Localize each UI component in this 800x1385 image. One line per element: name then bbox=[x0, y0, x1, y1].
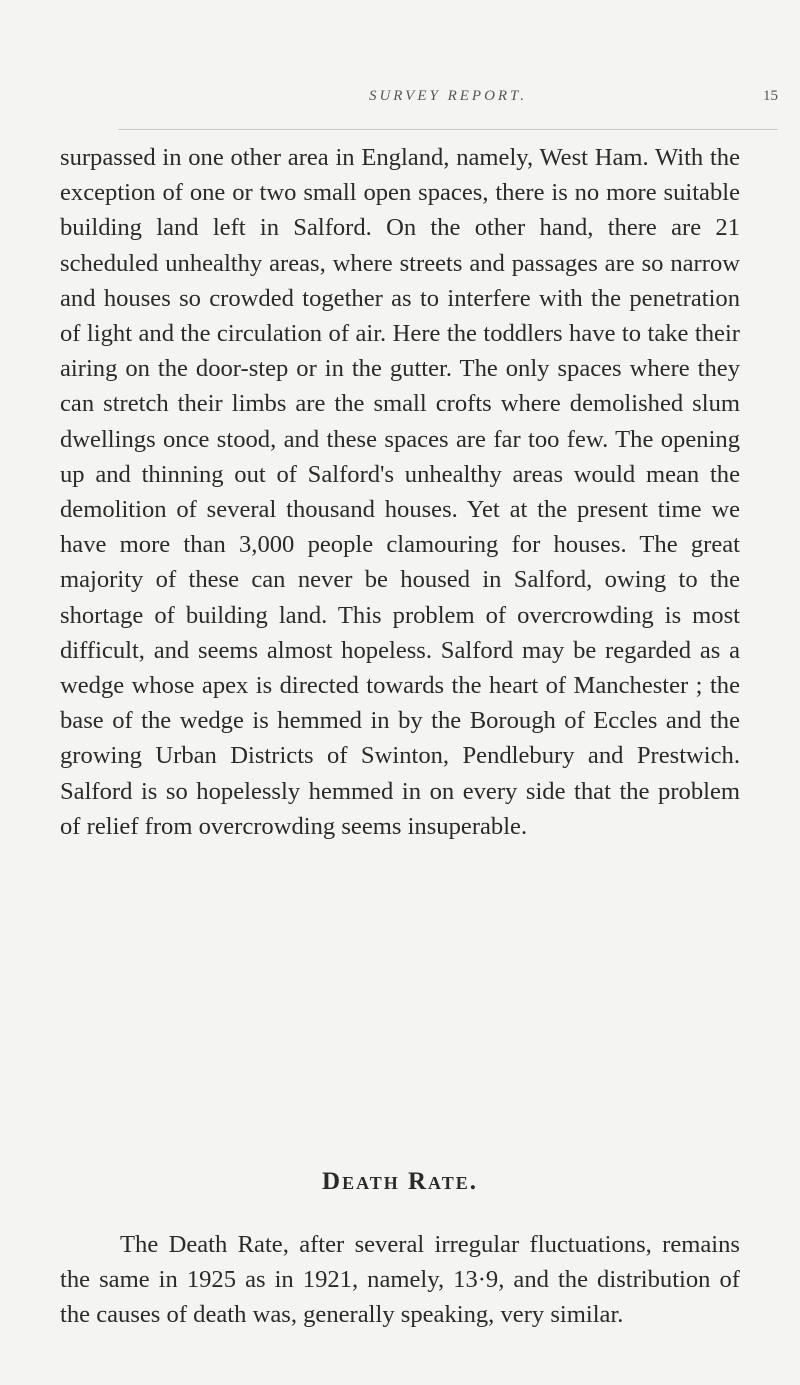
paragraph-2: The Death Rate, after several irregular fluctuations, remains the same in 1925 as in 1921, namely, 13·9, and the distribution of the causes of death was, generally speaking, very similar. bbox=[60, 1231, 740, 1329]
running-head bbox=[118, 88, 778, 128]
section-heading: Death Rate. bbox=[322, 1168, 478, 1195]
running-title: SURVEY REPORT. bbox=[368, 88, 528, 104]
header-rule bbox=[118, 129, 778, 130]
page-number: 15 bbox=[763, 88, 778, 104]
paragraph-1: surpassed in one other area in England, namely, West Ham. With the exception of one or two small open spaces, there is no more suitable building land left in Salford. On the other hand, there are 21 scheduled unhealthy areas, where streets and passages are so narrow and houses so crowded together as to interfere with the penetration of light and the circulation of air. Here the toddlers have to take their airing on the door-step or in the gutter. The only spaces where they can stretch their limbs are the small crofts where demolished slum dwellings once stood, and these spaces are far too few. The opening up and thinning out of Salford's unhealthy areas would mean the demolition of several thousand houses. Yet at the present time we have more than 3,000 people clamouring for houses. The great majority of these can never be housed in Salford, owing to the shortage of building land. This problem of overcrowding is most difficult, and seems almost hopeless. Salford may be regarded as a wedge whose apex is directed towards the heart of Manchester ; the base of the wedge is hemmed in by the Borough of Eccles and the growing Urban Districts of Swinton, Pendlebury and Prestwich. Salford is so hopelessly hemmed in on every side that the problem of relief from overcrowding seems insuperable. bbox=[60, 144, 740, 840]
